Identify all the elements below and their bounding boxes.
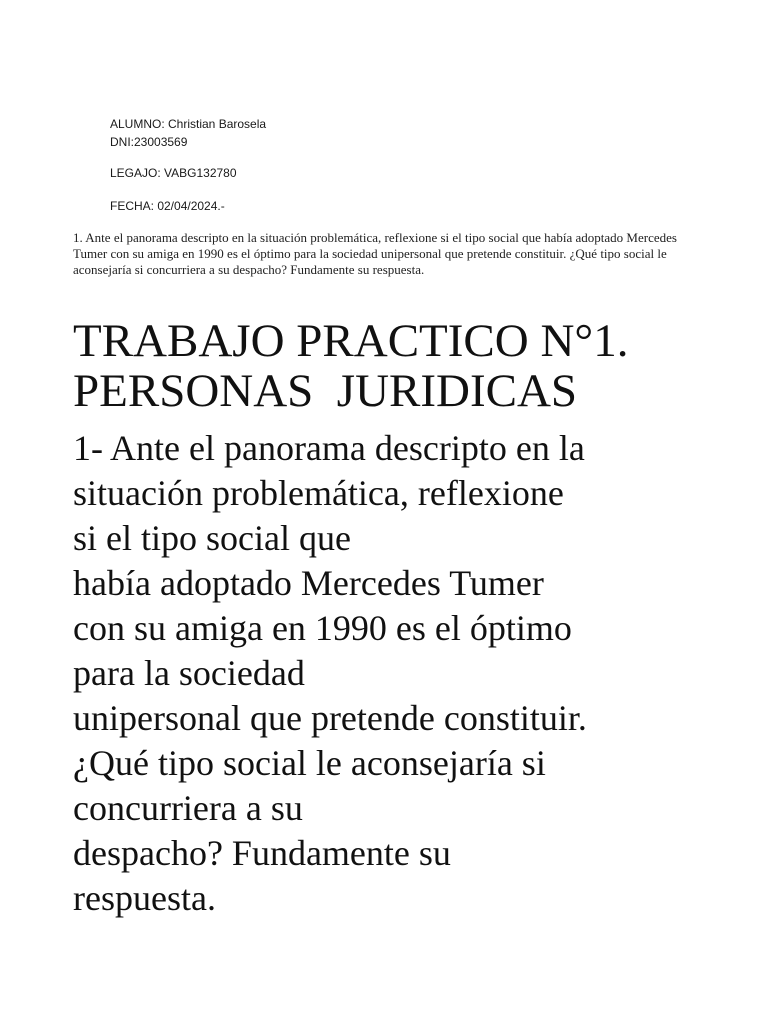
question-body xyxy=(73,426,753,921)
question-line: unipersonal que pretende constituir. xyxy=(73,698,587,738)
title-line-2: PERSONAS JURIDICAS xyxy=(73,365,578,417)
question-text: Ante el panorama descripto en la situación problemática, reflexione si el tipo social que había adoptado Mercedes Tumer con su amiga en 1990 es el óptimo para la sociedad unipersonal que pretende constituir. ¿Qué tipo social le aconsejaría si concurriera a su despacho? Fundamente su respuesta. xyxy=(73,230,677,277)
student-legajo: LEGAJO: VABG132780 xyxy=(110,166,237,180)
student-dni: DNI:23003569 xyxy=(110,135,188,149)
question-line: con su amiga en 1990 es el óptimo xyxy=(73,608,572,648)
question-number: 1. xyxy=(73,230,83,245)
question-line: situación problemática, reflexione xyxy=(73,473,564,513)
page-title xyxy=(73,316,753,416)
question-line: ¿Qué tipo social le aconsejaría si xyxy=(73,743,546,783)
question-summary xyxy=(73,230,698,278)
question-line: 1- Ante el panorama descripto en la xyxy=(73,428,585,468)
question-line: respuesta. xyxy=(73,878,216,918)
document-date: FECHA: 02/04/2024.- xyxy=(110,199,225,213)
question-line: había adoptado Mercedes Tumer xyxy=(73,563,544,603)
student-name: ALUMNO: Christian Barosela xyxy=(110,117,267,131)
question-line: despacho? Fundamente su xyxy=(73,833,451,873)
question-line: concurriera a su xyxy=(73,788,303,828)
title-line-1: TRABAJO PRACTICO N°1. xyxy=(73,315,629,367)
question-line: si el tipo social que xyxy=(73,518,351,558)
question-line: para la sociedad xyxy=(73,653,305,693)
